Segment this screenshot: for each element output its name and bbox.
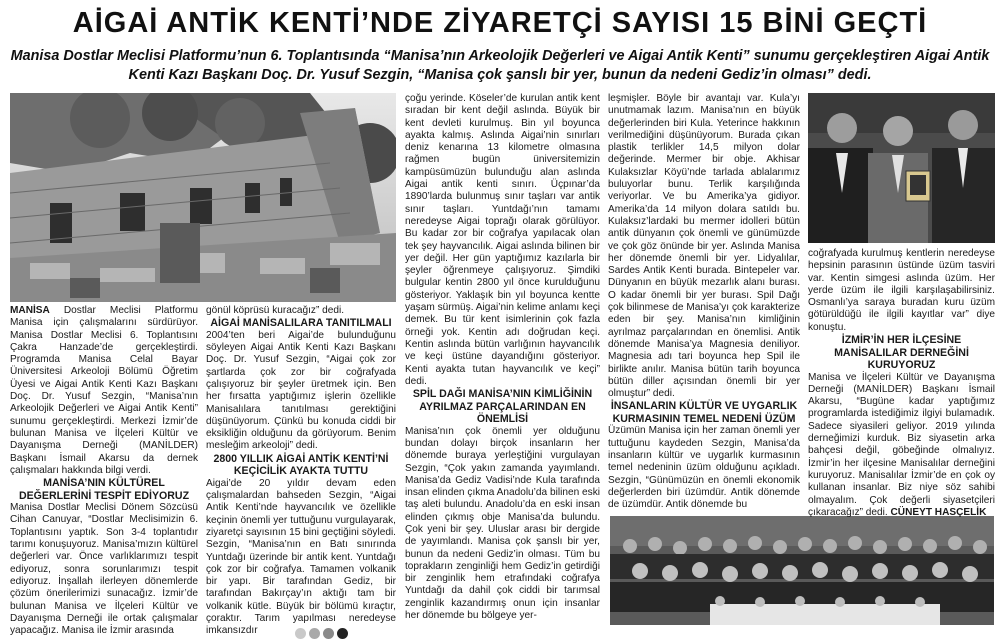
award-photo xyxy=(808,93,995,243)
article-column-5 xyxy=(808,248,995,519)
dot-decoration xyxy=(337,628,348,639)
group-photo xyxy=(610,516,994,625)
article-column-2 xyxy=(206,305,396,638)
paragraph: Üzümün Manisa için her zaman önemli yer tuttuğunu kaydeden Sezgin, Manisa’da insanların kültür ve uygarlık kurmasının temel nedeninin üzüm olduğunu açıkladı. Sezgin, “Günümüzün en önemli ekonomik değerlerden biri üzümdür. Antik dönemde de üzümdür. Antik dönemde bu xyxy=(608,425,800,511)
dateline: MANİSA xyxy=(10,305,50,316)
subheadline: Manisa Dostlar Meclisi Platformu’nun 6. Toplantısında “Manisa’nın Arkeolojik Değerleri ve Aigai Antik Kenti” sunumu gerçekleştiren Aigai Antik Kenti Kazı Başkanı Doç. Dr. Yusuf Sezgin, “Manisa çok şanslı bir yer, bunun da nedeni Gediz’in olması” dedi. xyxy=(10,48,990,83)
article-column-4 xyxy=(608,93,800,512)
section-heading: 2800 YILLIK AİGAİ ANTİK KENTİ’Nİ KEÇİCİLİK AYAKTA TUTTU xyxy=(213,452,389,478)
author-signature: CÜNEYT HASÇELİK xyxy=(890,506,987,518)
paragraph: coğrafyada kurulmuş kentlerin neredeyse hepsinin parasının üstünde üzüm tasviri var. Kentin simgesi aslında üzüm. Her yerde üzüm ile ilgili karşılaşabilirsiniz. Osmanlı’ya saraya buradan kuru üzüm götürüldüğü ile ilgili kayıtlar var” diye konuştu. xyxy=(808,248,995,333)
section-heading: MANİSA’NIN KÜLTÜREL DEĞERLERİNİ TESPİT EDİYORUZ xyxy=(18,477,190,502)
paragraph: Manisa’nın çok önemli yer olduğunu bundan dolayı birçok insanların her dönemde buraya yerleştiğini vurgulayan Sezgin, “Çok yakın zamanda yayımlandı. Manisa’da Gediz Vadisi’nde Kula tarafında insan elinden çıkma Anadolu’da bilinen eski taş aleti bulundu. Anadolu’da en eski insan elinden çıkmış obje Manisa’da bulundu. Çok yeni bir şey. Uluslar arası bir dergide de yayımlandı. Manisa çok şanslı bir yer, bunun da nedeni Gediz’in olması. Tüm bu toprakların zenginliği hem Gediz’in getirdiği bir zenginlik hem etrafındaki coğrafya Yuntdağı da dahil çok ciddi bir tarımsal zenginlik kazandırmış onun için insanlar her dönemde bu bölgeye yer- xyxy=(405,425,600,622)
section-heading: İNSANLARIN KÜLTÜR VE UYGARLIK KURMASININ TEMEL NEDENİ ÜZÜM xyxy=(610,400,798,425)
dot-decoration xyxy=(309,628,320,639)
headline: AİGAİ ANTİK KENTİ’NDE ZİYARETÇİ SAYISI 15 BİNİ GEÇTİ xyxy=(72,7,928,39)
paragraph: Manisa ve İlçeleri Kültür ve Dayanışma Derneği (MANİLDER) Başkanı İsmail Akarsu, “Bugüne kadar yaptığımız programlarda istediğimiz ilgiyi bulamadık. Sadece siyasileri geliyor. 2019 yılında derneğimizi kurduk. Biz siyasetin arka bahçesi değil, göbeğinde olmalıyız. İzmir’in her ilçesine Manisalılar derneğini kuruyoruz. Manisalılar İzmir’de en çok oy kullanan insanlar. Biz niye söz sahibi olmayalım. Çok değerli siyasetçileri çıkaracağız” dedi. xyxy=(808,371,995,518)
paragraph: 2004’ten beri Aigai’de bulunduğunu söyleyen Aigai Antik Kenti Kazı Başkanı Doç. Dr. Yusuf Sezgin, “Aigai çok zor şartlarda çok zor bir coğrafyada çalışıyoruz bir şeyler üretmek için. Ben her fırsatta yaptığımız işlerin özellikle Manisalılara tanıtılması gerektiğini düşünüyorum. Çünkü bu konuda ciddi bir eksikliğin olduğunu da görüyorum. Benim mesleğim arkeoloji” dedi. xyxy=(206,329,396,452)
paragraph: Dostlar Meclisi Platformu Manisa için çalışmalarını sürdürüyor. Manisa Dostlar Meclisi 6. Toplantısını Çakra Hanzade’de gerçekleştirdi. Programda Manisa Celal Bayar Üniversitesi Arkeoloji Bölümü Öğretim Üyesi ve Aigai Antik Kenti Kazı Başkanı Doç. Dr. Yusuf Sezgin, “Manisa’nın Arkeolojik Değerleri ve Aigai Antik Kenti” sunumu gerçekleştirdi. Merkezi İzmir’de bulunan Manisa ve İlçeleri Kültür ve Dayanışma Derneği (MANİLDER) Başkanı İsmail Akarsu da dernek çalışmaları hakkında bilgi verdi. xyxy=(10,305,198,476)
dot-decoration xyxy=(295,628,306,639)
article-column-3 xyxy=(405,93,600,622)
page-dots xyxy=(295,626,351,644)
ruins-photo xyxy=(10,93,396,302)
section-heading: AİGAİ MANİSALILARA TANITILMALI xyxy=(210,317,392,330)
article-column-1 xyxy=(10,305,198,637)
paragraph: Aigai’de 20 yıldır devam eden çalışmalardan bahseden Sezgin, “Aigai Antik Kenti’nde hayvancılık ve özellikle keçinin önemli yer tuttuğunu vurgulayarak, ziyaretçi sayısının 15 bini geçtiğini söyledi. Sezgin, “Manisa’nın en Batı sınırında Yuntdağı üzerinde bir antik kent. Yuntdağı çok zor bir coğrafya. Tamamen volkanik bir yapı. Bir tarafından Gediz, bir tarafından Bakırçay’ın aktığı tam bir volkanik kütle. Büyük bir bölümü kıraçtır, çoraktır. Tarım yapılması neredeyse imkansızdır xyxy=(206,477,396,637)
paragraph: gönül köprüsü kuracağız” dedi. xyxy=(206,305,345,316)
paragraph: leşmişler. Böyle bir avantajı var. Kula’yı unutmamak lazım. Manisa’nın en büyük değerlerinden biri Kula. Yeterince hakkının verilmediğini düşünüyorum. Burada çıkan plastik terlikler 14,5 milyon dolar değerinde. Mermer bir obje. Akhisar Kulaksızlar Köyü’nde tarlada ablalarımız buluyorlar bunu. Terlik karşılığında veriyorlar. Ve bu Amerika’ya gidiyor. Amerika’da 14 milyon dolara satıldı bu. Kulaksız’lardaki bu mermer idolleri bütün antik dünyanın çok önemli ve günümüzde ve çok göz önünde bir yer. Aslında Manisa her dönemde önemli bir yer. Lidyalılar, Sardes Antik Kenti burada. Bintepeler var. Dünyanın en büyük mezarlık alanı burası. O kadar önemli bir yer burası. Spil Dağı çok bilinmese de Manisa’yı çok karakterize eden bir şey. Manisa’nın kimliğinin ayrılmaz parçalarından en önemlisi. Antik dönemde Manisa’ya Magnesia deniliyor. Magnesia adı tari boyunca hep Spil ile birlikte anılır. Manisa bütün tarih boyunca bütün diller açısından önemli bir yer olmuştur” dedi. xyxy=(608,93,800,400)
dot-decoration xyxy=(323,628,334,639)
paragraph: Manisa Dostlar Meclisi Dönem Sözcüsü Cihan Canuyar, “Dostlar Meclisimizin 6. Toplantısını yaptık. Son 3-4 toplantıdır tarımı konuşuyoruz. Manisa’mızın kültürel değerleri var. Önce varlıklarımızı tespit ediyoruz, sonra sorunlarımızı tespit ediyoruz. İnşallah ilerleyen dönemlerde çözüm önerilerimizi sunacağız. İzmir’de bulunan Manisa ve İlçeleri Kültür ve Dayanışma Derneği ile ortak çalışmalar yapacağız. Manisa ile İzmir arasında xyxy=(10,502,198,637)
section-heading: İZMİR’İN HER İLÇESİNE MANİSALILAR DERNEĞİNİ KURUYORUZ xyxy=(834,334,969,372)
section-heading: SPİL DAĞI MANİSA’NIN KİMLİĞİNİN AYRILMAZ PARÇALARINDAN EN ÖNEMLİSİ xyxy=(412,388,593,426)
paragraph: çoğu yerinde. Köseler’de kurulan antik kent sıradan bir kent değil aslında. Büyük bir kent devleti kurulmuş. Bin yıl boyunca ayakta kalmış. Aslında Aigai’nin sınırları deniz kenarına 13 kilometre olmasına rağmen bugün üniversitemizin kampüsümüzün bulunduğu alan aslında Aigai antik kenti sınırı. Üçpınar’da 1890’larda bulunmuş sınır taşları var antik sınır taşları. Yuntdağı’nın tamamı neredeyse Aigai toprağı olarak görülüyor. Bu kadar zor bir coğrafya yapılacak olan tek şey hayvancılık. Aigai aslında bilinen bir yer değil. Her gün yaptığımız kazılarla bir şeyler öğrenmeye çalışıyoruz. Şimdiki bulgular kentin 2800 yıl önce kurulduğunu gösteriyor. Yaklaşık bin yıl boyunca kentte yaşam sürmüş. Aigai’nin kelime anlamı keçi demek. Bu tür kent isimlerinin çok fazla örneği yok. Kentin adı doğrudan keçi. Kentin aslında bütün varlığının hayvancılık ve keçi üstüne dayandığını gösteriyor. Kenti ayakta tutan hayvancılık ve keçi” dedi. xyxy=(405,93,600,387)
